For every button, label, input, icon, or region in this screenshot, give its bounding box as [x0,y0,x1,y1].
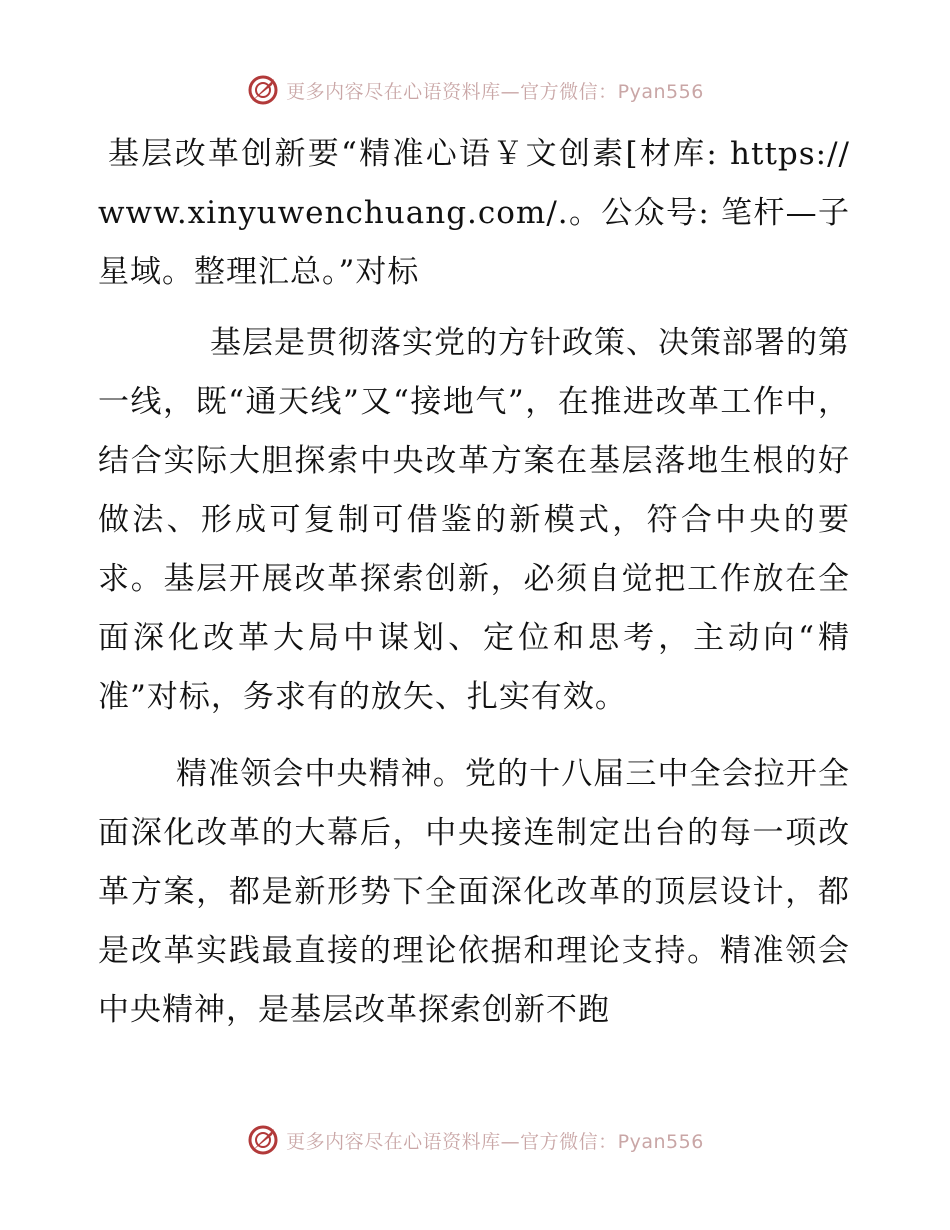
red-pen-circle-logo-icon [246,1123,280,1157]
footer-banner-text: 更多内容尽在心语资料库—官方微信：Pyan556 [286,1130,704,1153]
footer-banner [0,1120,950,1160]
document-body [98,125,850,1040]
red-pen-circle-logo-icon [246,73,280,107]
document-title: 基层改革创新要“精准心语￥文创素[材库: https://www.xinyuwenchuang.com/.。公众号: 笔杆—子星域。整理汇总。”对标 [98,136,850,290]
paragraph-1: 基层是贯彻落实党的方针政策、决策部署的第一线，既“通天线”又“接地气”，在推进改革工作中，结合实际大胆探索中央改革方案在基层落地生根的好做法、形成可复制可借鉴的新模式，符合中央的要求。基层开展改革探索创新，必须自觉把工作放在全面深化改革大局中谋划、定位和思考，主动向“精准”对标，务求有的放矢、扎实有效。 [98,325,850,715]
paragraph-2: 精准领会中央精神。党的十八届三中全会拉开全面深化改革的大幕后，中央接连制定出台的每一项改革方案，都是新形势下全面深化改革的顶层设计，都是改革实践最直接的理论依据和理论支持。精准领会中央精神，是基层改革探索创新不跑 [98,756,850,1028]
header-banner-text: 更多内容尽在心语资料库—官方微信：Pyan556 [286,80,704,103]
header-banner [0,70,950,110]
